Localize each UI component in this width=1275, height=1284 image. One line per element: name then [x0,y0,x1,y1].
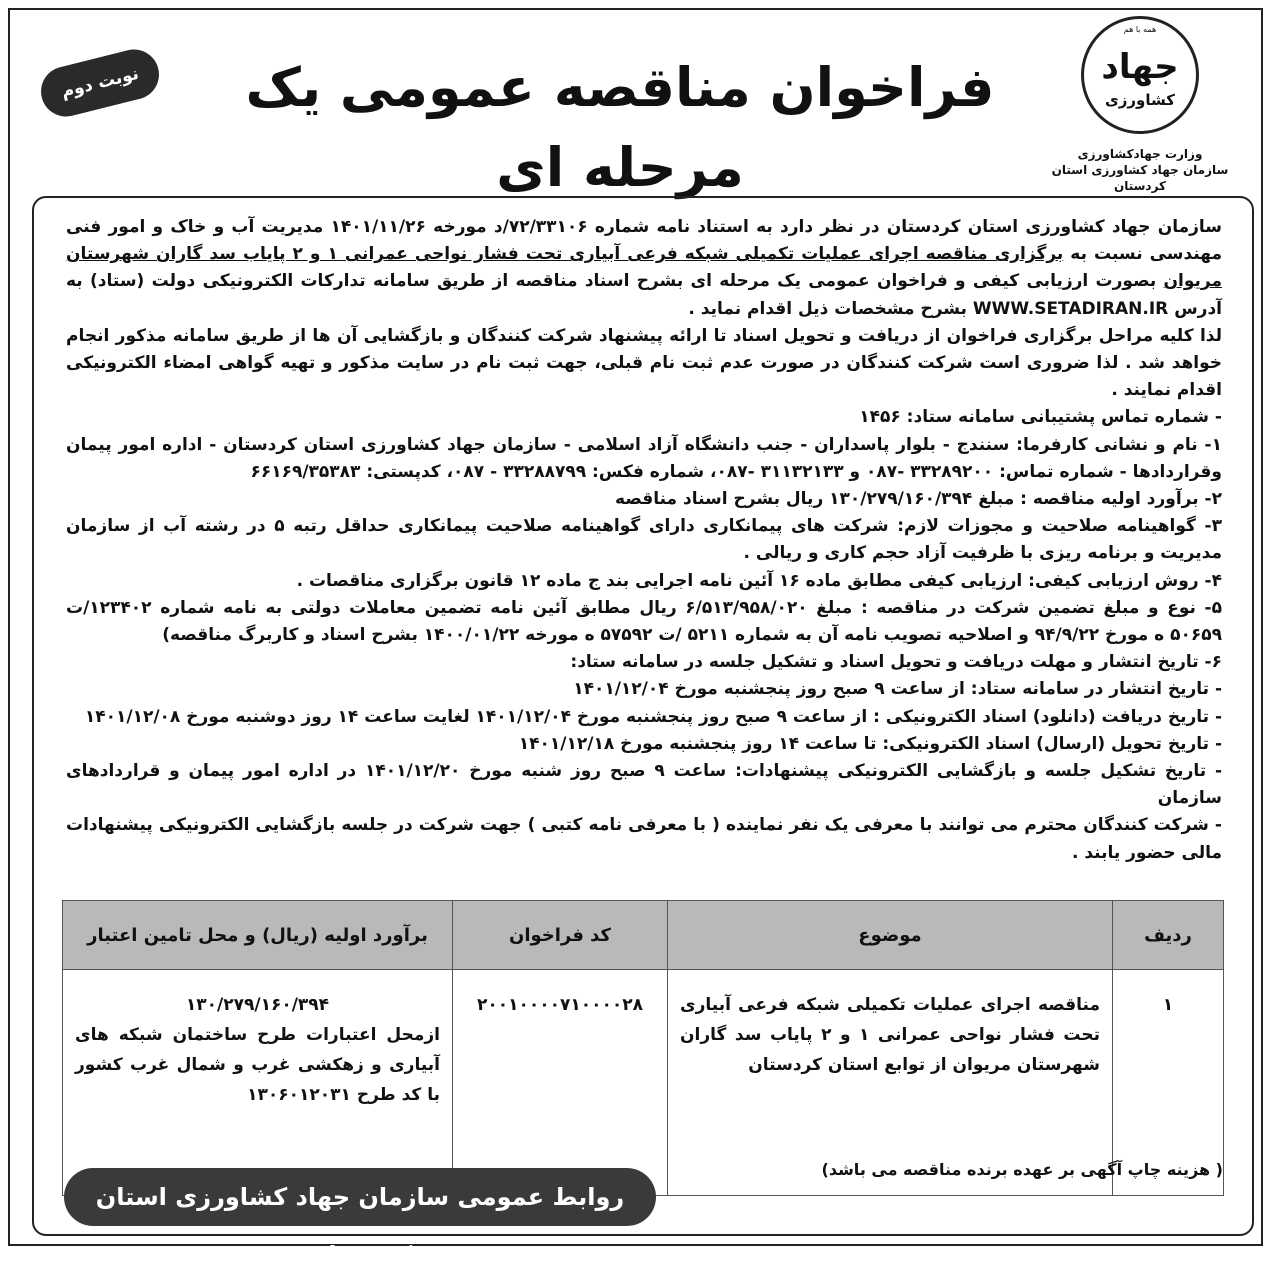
tender-table [62,900,1224,1196]
intro-text-2: بصورت ارزیابی کیفی و فراخوان عمومی یک مرحله ای بشرح اسناد مناقصه از طریق سامانه تدارکات الکترونیکی دولت (ستاد) به آدرس [66,271,1222,319]
setad-url: WWW.SETADIRAN.IR [972,298,1169,319]
organization-name: سازمان جهاد کشاورزی استان کردستان [1051,163,1229,193]
page-title: فراخوان مناقصه عمومی یک مرحله ای [245,56,995,199]
schedule-submit-date: - تاریخ تحویل (ارسال) اسناد الکترونیکی: تا ساعت ۱۴ روز پنجشنبه مورخ ۱۴۰۱/۱۲/۱۸ [518,733,1222,754]
schedule-publish-date: - تاریخ انتشار در سامانه ستاد: از ساعت ۹ صبح روز پنجشنبه مورخ ۱۴۰۱/۱۲/۰۴ [573,679,1222,700]
ministry-name: وزارت جهادکشاورزی [1077,147,1203,161]
item-evaluation-method: ۴- روش ارزیابی کیفی: ارزیابی کیفی مطابق ماده ۱۶ آئین نامه اجرایی بند ج ماده ۱۲ قانون برگزاری مناقصات . [296,570,1222,591]
intro-text-1: در نظر دارد به استناد نامه شماره ۷۲/۳۳۱۰۶/د مورخه ۱۴۰۱/۱۱/۲۶ مدیریت آب و خاک و امور فنی مهندسی نسبت به [66,217,1222,265]
intro-text-3: بشرح مشخصات ذیل اقدام نماید . [688,298,973,319]
project-title: برگزاری مناقصه اجرای عملیات تکمیلی شبکه فرعی آبیاری تحت فشار نواحی عمرانی ۱ و ۲ پایاب سد گاران شهرستان مریوان [66,244,1222,292]
intro-org-name: سازمان جهاد کشاورزی استان کردستان [886,217,1222,237]
estimate-amount: ۱۳۰/۲۷۹/۱۶۰/۳۹۴ [185,995,330,1015]
public-relations-banner: روابط عمومی سازمان جهاد کشاورزی استان کردستان [64,1168,656,1226]
schedule-opening-date: - تاریخ تشکیل جلسه و بازگشایی الکترونیکی پیشنهادات: ساعت ۹ صبح روز شنبه مورخ ۱۴۰۱/۱۲/۲۰ در اداره امور پیمان و قراردادهای سازمان [66,761,1222,809]
item-schedule-heading: ۶- تاریخ انتشار و مهلت دریافت و تحویل اسناد و تشکیل جلسه در سامانه ستاد: [570,652,1222,673]
logo-subword: کشاورزی [1105,91,1175,109]
logo-slogan: همه با هم [1123,25,1157,34]
announcement-body [66,214,1222,867]
organization-logo [1035,16,1245,194]
logo-emblem [1081,16,1199,134]
header-row-number: ردیف [1113,901,1224,970]
item-qualification: ۳- گواهینامه صلاحیت و مجوزات لازم: شرکت های پیمانکاری دارای گواهینامه صلاحیت پیمانکاری حداقل رتبه ۵ در رشته آب از سازمان مدیریت و برنامه ریزی با ظرفیت آزاد حجم کاری و ریالی . [66,516,1222,564]
intro-paragraph [66,214,1222,323]
item-guarantee: ۵- نوع و مبلغ تضمین شرکت در مناقصه : مبلغ ۶/۵۱۳/۹۵۸/۰۲۰ ریال مطابق آئین نامه تضمین معاملات دولتی به نامه شماره ۱۲۳۴۰۲/ت ۵۰۶۵۹ ه مورخ ۹۴/۹/۲۲ و اصلاحیه تصویب نامه آن به شماره ۵۲۱۱ /ت ۵۷۵۹۲ ه مورخه ۱۴۰۰/۰۱/۲۲ بشرح اسناد و کاربرگ مناقصه) [66,597,1222,646]
header-tender-code: کد فراخوان [453,901,668,970]
table-header-row [63,901,1224,970]
procedure-paragraph: لذا کلیه مراحل برگزاری فراخوان از دریافت و تحویل اسناد تا ارائه پیشنهاد شرکت کنندگان و بازگشایی آن ها از طریق سامانه مذکور انجام خواهد شد . لذا ضروری است شرکت کنندگان در صورت عدم ثبت نام قبلی، جهت ثبت نام در سایت مذکور و تهیه گواهی امضاء الکترونیکی اقدام نمایند . [66,325,1222,401]
schedule-download-date: - تاریخ دریافت (دانلود) اسناد الکترونیکی : از ساعت ۹ صبح روز پنجشنبه مورخ ۱۴۰۱/۱۲/۰۴ لغایت ساعت ۱۴ روز دوشنبه مورخ ۱۴۰۱/۱۲/۰۸ [84,706,1222,727]
funding-source: ازمحل اعتبارات طرح ساختمان شبکه های آبیاری و زهکشی غرب و شمال غرب کشور با کد طرح ۱۳۰۶۰۱۲۰۳۱ [75,1025,440,1105]
header-estimate: برآورد اولیه (ریال) و محل تامین اعتبار [63,901,453,970]
item-initial-estimate: ۲- برآورد اولیه مناقصه : مبلغ ۱۳۰/۲۷۹/۱۶۰/۳۹۴ ریال بشرح اسناد مناقصه [615,489,1222,510]
logo-word: جهاد [1101,47,1179,87]
cell-subject: مناقصه اجرای عملیات تکمیلی شبکه فرعی آبیاری تحت فشار نواحی عمرانی ۱ و ۲ پایاب سد گاران شهرستان مریوان از توابع استان کردستان [668,970,1113,1196]
cell-row-number: ۱ [1113,970,1224,1196]
round-badge: نوبت دوم [36,44,165,122]
cell-tender-code: ۲۰۰۱۰۰۰۰۷۱۰۰۰۰۲۸ [453,970,668,1196]
cell-estimate [63,970,453,1196]
attendance-note: - شرکت کنندگان محترم می توانند با معرفی یک نفر نماینده ( با معرفی نامه کتبی ) جهت شرکت در جلسه بازگشایی الکترونیکی پیشنهادات مالی حضور یابند . [66,815,1222,863]
header-subject: موضوع [668,901,1113,970]
cost-note: ( هزینه چاپ آگهی بر عهده برنده مناقصه می باشد) [821,1160,1223,1179]
item-employer-address: ۱- نام و نشانی کارفرما: سنندج - بلوار پاسداران - جنب دانشگاه آزاد اسلامی - سازمان جهاد کشاورزی استان کردستان - اداره امور پیمان وقراردادها - شماره تماس: ۳۳۲۸۹۲۰۰ -۰۸۷ و ۳۱۱۳۲۱۳۳ -۰۸۷، شماره فکس: ۳۳۲۸۸۷۹۹ - ۰۸۷، کدپستی: ۶۶۱۶۹/۳۵۳۸۳ [66,434,1222,482]
support-phone: - شماره تماس پشتیبانی سامانه ستاد: ۱۴۵۶ [859,407,1222,428]
